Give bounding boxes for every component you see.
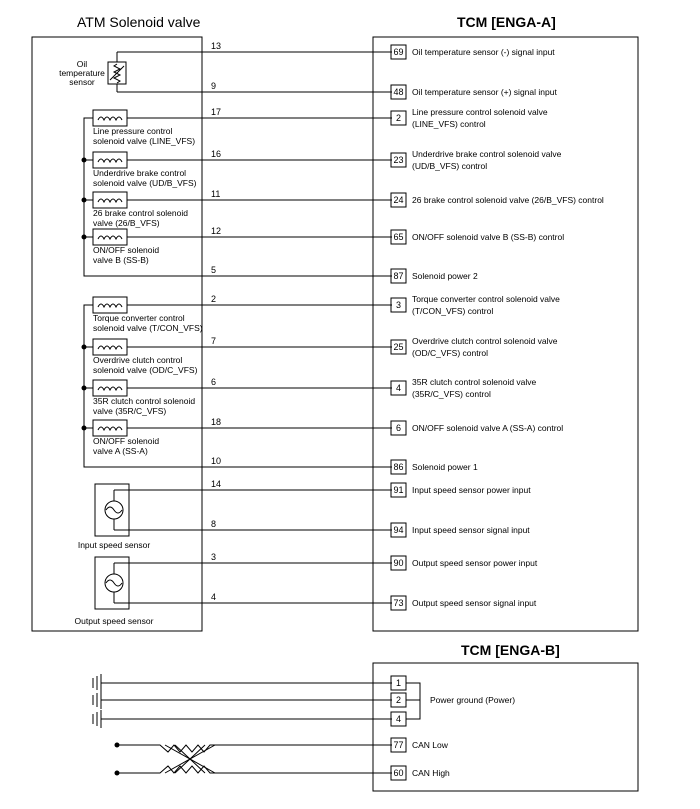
solenoid-valve	[82, 420, 160, 456]
input-speed-sensor	[78, 484, 210, 550]
signal-label: Oil temperature sensor (-) signal input	[412, 47, 555, 57]
can-section	[115, 738, 451, 780]
solenoid-label: 26 brake control solenoid	[93, 208, 188, 218]
pin-number: 94	[393, 525, 404, 535]
solenoid-label: solenoid valve (LINE_VFS)	[93, 136, 196, 146]
signal-label: ON/OFF solenoid valve B (SS-B) control	[412, 232, 565, 242]
wire-row	[210, 519, 530, 537]
wire-number: 12	[211, 226, 222, 236]
wire-row	[127, 189, 604, 207]
solenoid-label: 35R clutch control solenoid	[93, 396, 196, 406]
solenoid-label: ON/OFF solenoid	[93, 436, 160, 446]
solenoid-components	[82, 110, 203, 456]
solenoid-label: Underdrive brake control	[93, 168, 187, 178]
signal-label: (UD/B_VFS) control	[412, 161, 488, 171]
pin-number: 91	[393, 485, 404, 495]
solenoid-valve	[82, 192, 189, 228]
signal-label: ON/OFF solenoid valve A (SS-A) control	[412, 423, 564, 433]
signal-label: 26 brake control solenoid valve (26/B_VFS) control	[412, 195, 604, 205]
pin-number: 65	[393, 232, 404, 242]
signal-label: Output speed sensor power input	[412, 558, 538, 568]
can-low-pin: 77	[393, 740, 404, 750]
tcm-a-title: TCM [ENGA-A]	[457, 14, 556, 30]
oil-temp-label-3: sensor	[69, 77, 95, 87]
wire-number: 10	[211, 456, 222, 466]
signal-label: Torque converter control solenoid valve	[412, 294, 560, 304]
signal-label: Oil temperature sensor (+) signal input	[412, 87, 557, 97]
ground-icon	[93, 710, 101, 728]
solenoid-label: ON/OFF solenoid	[93, 245, 160, 255]
coil-icon	[98, 236, 122, 239]
wire-row	[210, 552, 538, 570]
pin-number: 23	[393, 155, 404, 165]
pin-number: 25	[393, 342, 404, 352]
wire-row	[210, 456, 478, 474]
pin-number: 69	[393, 47, 404, 57]
can-high-pin: 60	[393, 768, 404, 778]
solenoid-valve	[82, 152, 197, 188]
output-speed-sensor	[75, 557, 210, 626]
pin-number: 87	[393, 271, 404, 281]
ground-section	[93, 674, 515, 728]
pin-number: 2	[395, 113, 402, 123]
signal-label: (35R/C_VFS) control	[412, 389, 491, 399]
wire-number: 4	[211, 592, 217, 602]
ground-pin: 1	[395, 678, 402, 688]
solenoid-valve	[93, 110, 195, 146]
wire-row	[127, 107, 548, 129]
solenoid-label: solenoid valve (T/CON_VFS)	[93, 323, 203, 333]
signal-label: Overdrive clutch control solenoid valve	[412, 336, 558, 346]
wire-row	[127, 226, 564, 244]
signal-label: Solenoid power 2	[412, 271, 478, 281]
pin-number: 4	[395, 383, 402, 393]
wire-row	[127, 294, 560, 316]
can-high-label: CAN High	[412, 768, 450, 778]
solenoid-valve	[82, 380, 196, 416]
signal-label: 35R clutch control solenoid valve	[412, 377, 537, 387]
output-speed-label: Output speed sensor	[74, 616, 154, 626]
coil-icon	[98, 346, 122, 349]
wire-number: 3	[211, 552, 217, 562]
wire-number: 5	[211, 265, 217, 275]
wire-number: 8	[211, 519, 217, 529]
input-speed-label: Input speed sensor	[77, 540, 151, 550]
solenoid-label: solenoid valve (OD/C_VFS)	[93, 365, 198, 375]
solenoid-label: valve (26/B_VFS)	[93, 218, 160, 228]
ground-label: Power ground (Power)	[430, 695, 516, 705]
oil-temperature-sensor	[59, 52, 210, 92]
coil-icon	[98, 427, 122, 430]
pin-number: 24	[393, 195, 404, 205]
wire-row	[210, 41, 555, 59]
wire-number: 9	[211, 81, 217, 91]
ground-icon	[93, 674, 101, 692]
pin-number: 6	[395, 423, 402, 433]
ground-pin: 4	[395, 714, 402, 724]
left-title: ATM Solenoid valve	[77, 14, 201, 30]
coil-icon	[98, 304, 122, 307]
ground-icon	[93, 691, 101, 709]
wire-number: 6	[211, 377, 217, 387]
wire-row	[210, 265, 478, 283]
wire-row	[210, 81, 557, 99]
wire-row	[127, 336, 558, 358]
wire-number: 18	[211, 417, 222, 427]
wire-row	[127, 149, 562, 171]
solenoid-label: Overdrive clutch control	[93, 355, 183, 365]
signal-label: (LINE_VFS) control	[412, 119, 486, 129]
ground-pin: 2	[395, 695, 402, 705]
wire-number: 14	[211, 479, 222, 489]
solenoid-label: Line pressure control	[93, 126, 173, 136]
tcm-b-title: TCM [ENGA-B]	[461, 642, 560, 658]
pin-number: 48	[393, 87, 404, 97]
signal-label: Line pressure control solenoid valve	[412, 107, 548, 117]
wire-number: 7	[211, 336, 217, 346]
coil-icon	[98, 159, 122, 162]
wire-number: 2	[211, 294, 217, 304]
signal-label: (T/CON_VFS) control	[412, 306, 494, 316]
solenoid-label: valve (35R/C_VFS)	[93, 406, 167, 416]
wire-row	[210, 479, 531, 497]
signal-label: Solenoid power 1	[412, 462, 478, 472]
pin-number: 3	[395, 300, 402, 310]
signal-label: Input speed sensor power input	[412, 485, 531, 495]
solenoid-label: Torque converter control	[93, 313, 185, 323]
coil-icon	[98, 199, 122, 202]
solenoid-label: valve A (SS-A)	[93, 446, 148, 456]
pin-number: 86	[393, 462, 404, 472]
pin-number: 73	[393, 598, 404, 608]
coil-icon	[98, 387, 122, 390]
signal-label: Output speed sensor signal input	[412, 598, 537, 608]
oil-temp-label-2: temperature	[59, 68, 105, 78]
wire-number: 17	[211, 107, 222, 117]
solenoid-valve	[93, 297, 203, 333]
wire-number: 13	[211, 41, 222, 51]
coil-icon	[98, 117, 122, 120]
pin-number: 90	[393, 558, 404, 568]
wire-number: 11	[211, 189, 221, 199]
can-low-label: CAN Low	[412, 740, 448, 750]
oil-temp-label-1: Oil	[76, 59, 88, 69]
wire-row	[127, 417, 563, 435]
wire-number: 16	[211, 149, 222, 159]
solenoid-valve	[82, 229, 160, 265]
signal-label: Underdrive brake control solenoid valve	[412, 149, 562, 159]
signal-label: (OD/C_VFS) control	[412, 348, 489, 358]
solenoid-valve	[82, 339, 198, 375]
solenoid-label: solenoid valve (UD/B_VFS)	[93, 178, 197, 188]
solenoid-label: valve B (SS-B)	[93, 255, 149, 265]
signal-label: Input speed sensor signal input	[412, 525, 530, 535]
